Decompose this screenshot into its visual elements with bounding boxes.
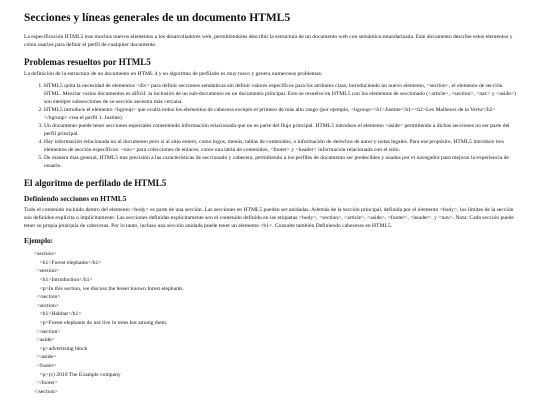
page-title: Secciones y líneas generales de un documento HTML5	[24, 12, 291, 24]
list-item: 5. De manera más general, HTML5 trae precisión a las características de seccionado y cabecera, permitiendo a los perfiles de documento ser predecibles y usados por el navegador para mejorar la experiencia de usuario.	[44, 155, 516, 171]
list-item: 2. HTML5 introduce el elemento <hgroup> que oculta todos los elementos de cabecera excepto el primero de más alto rango (por ejemplo, <hgroup><h1>Justine</h1><h2>Les Malheurs de la Vertu</h2></hgroup> crea el perfil 1. Justine).	[44, 107, 516, 123]
list-item: 4. Hay información relacionada no al documento pero sí al sitio entero, como logos, menús, tablas de contenidos, o información de derechos de autor y notas legales. Para ese propósito, HTML5 introduce tres elementos de sección específicos: <nav> para colecciones de enlaces, como una tabla de contenidos, <footer> y <header> información relacionada con el sitio.	[44, 139, 516, 155]
code-line: <h1>Habitat</h1>	[34, 311, 82, 318]
code-line: <p>(c) 2010 The Example company	[34, 371, 121, 378]
problems-heading: Problemas resueltos por HTML5	[24, 56, 151, 67]
code-line: <section>	[34, 302, 59, 309]
code-line: </section>	[34, 294, 61, 301]
problems-lead: La definición de la estructura de un documento en HTML 4 y su algoritmo de perfilado es muy tosco y genera numerosos problemas:	[24, 71, 323, 78]
list-item: 3. Un documento puede tener secciones especiales conteniendo información relacionada que no es parte del flujo principal. HTML5 introduce el elemento <aside> permitiendo a dichas secciones no ser parte del perfil principal.	[44, 123, 516, 139]
code-line: </footer>	[34, 380, 59, 387]
intro-paragraph: La especificación HTML5 trae muchos nuevos elementos a los desarrolladores web, permitiéndoles describir la estructura de un documento web con semántica estandarizada. Este documento describe estos elementos y cómo usarlos para definir el perfil de cualquier documento.	[24, 33, 513, 48]
defining-sections-heading: Definiendo secciones en HTML5	[24, 193, 127, 203]
code-line: <h1>Introduction</h1>	[34, 276, 93, 283]
code-line: </aside>	[34, 354, 57, 361]
code-line: <section>	[34, 268, 59, 275]
code-line: <aside>	[34, 337, 55, 344]
algorithm-heading: El algoritmo de perfilado de HTML5	[24, 177, 167, 188]
code-line: <p>Forest elephants do not live in trees but among them.	[34, 319, 168, 326]
code-example	[34, 250, 516, 396]
defining-sections-paragraph: Todo el contenido incluido dentro del elemento <body> es parte de una sección. Las secciones en HTML5 pueden ser anidadas. Además de la sección principal, definida por el elemento <body>, los límites de la sección son definidos explícita o implícitamente. Las secciones definidas explícitamente son el contenido definido en las etiquetas <body>, <section>, <article>, <aside>, <footer>, <header>, y <nav>. Nota: Cada sección puede tener su propia jerarquía de cabeceras. Por lo tanto, incluso una sección anidada puede tener un elemento <h1>. Consulte también Definiendo cabeceras en HTML5.	[24, 207, 514, 230]
problems-list	[24, 83, 516, 170]
example-heading: Ejemplo:	[24, 236, 54, 246]
code-line: <p>advertising block	[34, 345, 88, 352]
code-line: <footer>	[34, 363, 57, 369]
code-line: <p>In this section, we discuss the lesser known forest elephants.	[34, 285, 185, 292]
code-line: <h1>Forest elephants</h1>	[34, 259, 102, 266]
code-line: </section>	[34, 388, 58, 395]
code-line: </section>	[34, 328, 61, 335]
code-line: <section>	[34, 251, 57, 258]
list-item: 1. HTML5 quita la necesidad de elementos <div> para definir secciones semánticas sin definir valores específicos para los atributos class, introduciendo un nuevo elemento, <section>, el elemento de sección HTML. Mezclar varios documentos es difícil: la inclusión de un sub-documento en un documento principal. Esto se resuelve en HTML5 con los elementos de seccionado (<article>, <section>, <nav> y <aside>) son siempre subsecciones de su sección ancestra más cercana.	[44, 83, 516, 107]
